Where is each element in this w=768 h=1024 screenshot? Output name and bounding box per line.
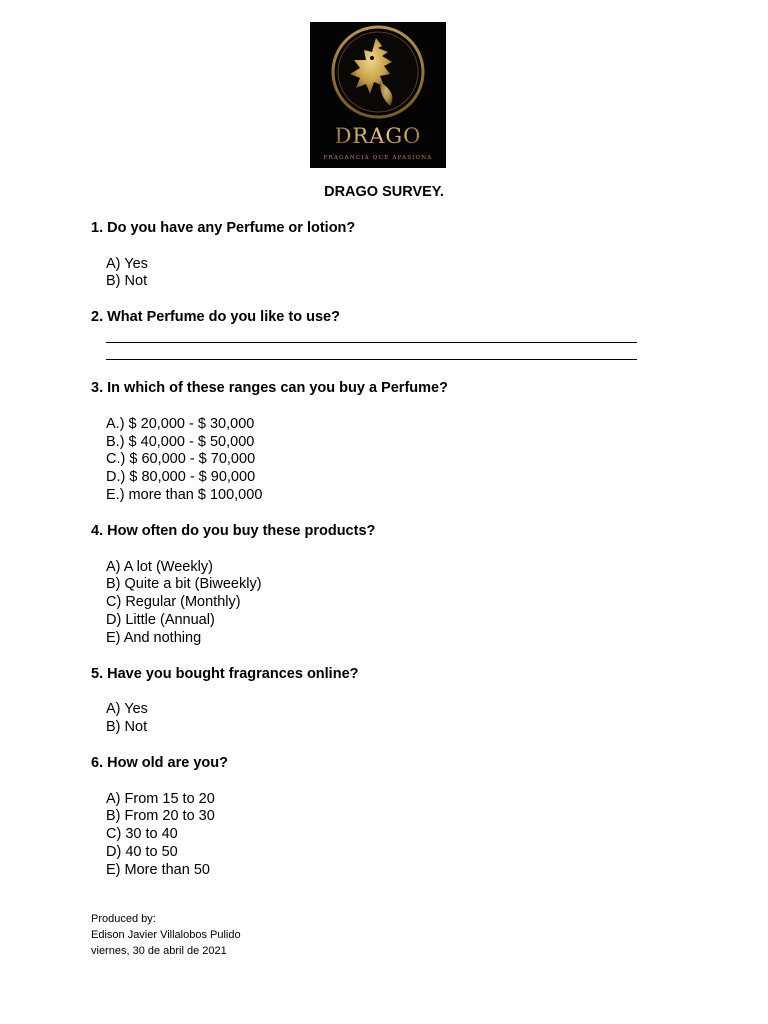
question-6: 6. How old are you?: [91, 755, 228, 771]
question-1: 1. Do you have any Perfume or lotion?: [91, 220, 356, 236]
survey-title: DRAGO SURVEY.: [324, 184, 444, 200]
question-2: 2. What Perfume do you like to use?: [91, 309, 340, 325]
question-1-option-b[interactable]: B) Not: [106, 273, 148, 289]
footer-date: viernes, 30 de abril de 2021: [91, 945, 227, 957]
logo-tagline-text: FRAGANCIA QUE APASIONA: [323, 155, 433, 161]
question-4-option-e[interactable]: E) And nothing: [106, 630, 202, 646]
question-5: 5. Have you bought fragrances online?: [91, 666, 359, 682]
drago-logo: [310, 22, 446, 168]
answer-line-2[interactable]: [106, 359, 637, 360]
question-5-option-a[interactable]: A) Yes: [106, 701, 148, 717]
question-6-option-d[interactable]: D) 40 to 50: [106, 844, 178, 860]
question-1-option-a[interactable]: A) Yes: [106, 256, 148, 272]
question-5-option-b[interactable]: B) Not: [106, 719, 148, 735]
question-3-option-a[interactable]: A.) $ 20,000 - $ 30,000: [106, 416, 255, 432]
question-3: 3. In which of these ranges can you buy a Perfume?: [91, 380, 448, 396]
footer-produced-by: Produced by:: [91, 913, 156, 925]
question-3-option-c[interactable]: C.) $ 60,000 - $ 70,000: [106, 451, 256, 467]
question-3-option-e[interactable]: E.) more than $ 100,000: [106, 487, 263, 503]
question-3-option-d[interactable]: D.) $ 80,000 - $ 90,000: [106, 469, 256, 485]
question-4-option-a[interactable]: A) A lot (Weekly): [106, 559, 213, 575]
question-4-option-c[interactable]: C) Regular (Monthly): [106, 594, 241, 610]
footer-author: Edison Javier Villalobos Pulido: [91, 929, 241, 941]
question-6-option-a[interactable]: A) From 15 to 20: [106, 791, 215, 807]
question-4-option-b[interactable]: B) Quite a bit (Biweekly): [106, 576, 262, 592]
question-6-option-e[interactable]: E) More than 50: [106, 862, 210, 878]
question-4: 4. How often do you buy these products?: [91, 523, 376, 539]
question-4-option-d[interactable]: D) Little (Annual): [106, 612, 215, 628]
logo-brand-text: DRAGO: [334, 124, 422, 148]
drago-emblem-icon: [310, 22, 446, 168]
answer-line-1[interactable]: [106, 342, 637, 343]
footer: [91, 911, 241, 959]
question-3-option-b[interactable]: B.) $ 40,000 - $ 50,000: [106, 434, 255, 450]
question-6-option-c[interactable]: C) 30 to 40: [106, 826, 178, 842]
question-6-option-b[interactable]: B) From 20 to 30: [106, 808, 215, 824]
